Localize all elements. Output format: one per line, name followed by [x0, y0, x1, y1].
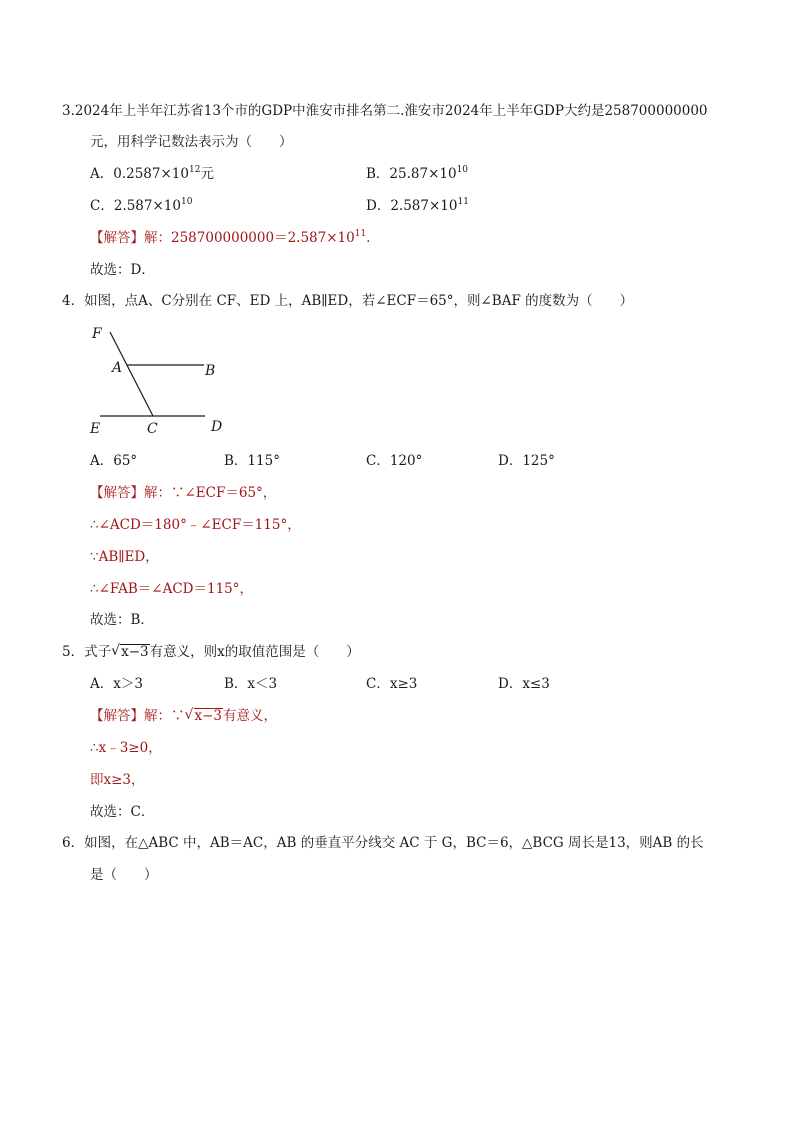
q3-option-d[interactable]: D．$2.587\times 10^{11}$ [366, 197, 469, 214]
q5-stem: 5．式子 √ x−3有意义，则x的取值范围是（ ） [62, 643, 360, 660]
q4-solution-line4: ∴∠FAB＝∠ACD＝115°， [90, 581, 253, 597]
q3-option-a[interactable]: A．$0.2587\times 10^{12}$元 [90, 165, 214, 182]
label-d: D [211, 419, 223, 435]
q3-option-c[interactable]: C．$2.587\times 10^{10}$ [90, 197, 193, 214]
radical-icon: √ [111, 643, 121, 659]
q6-stem-line1: 6．如图，在△ABC 中，AB＝AC，AB 的垂直平分线交 AC 于 G，BC＝6，△BCG 周长是13，则AB 的长 [62, 835, 704, 851]
label-f: F [92, 326, 102, 342]
radical-icon: √ [184, 707, 194, 723]
q5-solution-line1: 【解答】解：∵ √ x−3有意义， [90, 707, 278, 724]
q5-option-b[interactable]: B．x＜3 [224, 676, 278, 692]
q5-choice: 故选：C． [90, 804, 155, 820]
q5-solution-line2: ∴x﹣3≥0， [90, 740, 162, 756]
q4-figure [80, 320, 240, 440]
q3-stem-line1: 3.2024年上半年江苏省13个市的GDP中淮安市排名第二.淮安市2024年上半年GDP大约是258700000000 [62, 103, 708, 119]
q3-stem-line2: 元，用科学记数法表示为（ ） [90, 134, 293, 150]
q5-option-d[interactable]: D．x≤3 [498, 676, 550, 692]
label-a: A [112, 360, 123, 376]
sqrt-expression: √ x−3 [111, 643, 149, 660]
q4-solution-line1: 【解答】解：∵∠ECF＝65°， [90, 485, 277, 501]
label-b: B [205, 363, 216, 379]
q3-choice: 故选：D． [90, 262, 155, 278]
label-e: E [90, 421, 101, 437]
q3-option-b[interactable]: B．$25.87\times 10^{10}$ [366, 165, 469, 182]
q5-option-c[interactable]: C．x≥3 [366, 676, 418, 692]
q4-stem: 4．如图，点A、C分别在 CF、ED 上，AB∥ED，若∠ECF＝65°，则∠BAF 的度数为（ ） [62, 293, 634, 309]
q4-solution-line3: ∵AB∥ED， [90, 549, 159, 565]
q4-option-a[interactable]: A．65° [90, 453, 138, 469]
q4-choice: 故选：B． [90, 612, 154, 628]
q6-stem-line2: 是（ ） [90, 867, 158, 883]
q3-solution: 【解答】解：$258700000000=2.587\times 10^{11}$. [90, 229, 371, 246]
q4-solution-line2: ∴∠ACD＝180°﹣∠ECF＝115°， [90, 517, 301, 533]
label-c: C [147, 421, 158, 437]
sqrt-expression: √ x−3 [184, 707, 223, 724]
q4-option-c[interactable]: C．120° [366, 453, 423, 469]
q5-solution-line3: 即x≥3， [90, 772, 145, 788]
q4-option-d[interactable]: D．125° [498, 453, 555, 469]
q5-option-a[interactable]: A．x＞3 [90, 676, 143, 692]
q4-option-b[interactable]: B．115° [224, 453, 280, 469]
